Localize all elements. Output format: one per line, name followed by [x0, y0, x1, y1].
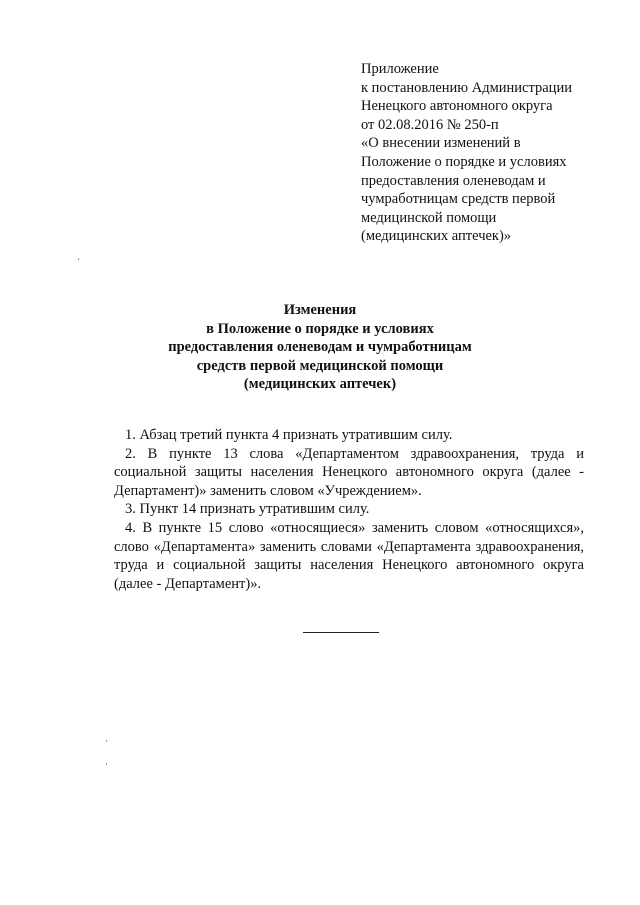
title-line: в Положение о порядке и условиях: [206, 320, 434, 337]
paragraph-item-4: 4. В пункте 15 слово «относящиеся» заменить словом «относящихся», слово «Департамента» заменить словами «Департамента здравоохранения, труда и социальной защиты населения Ненецкого автономного округа (далее - Департамент)».: [114, 519, 584, 592]
title-line: (медицинских аптечек): [243, 376, 397, 393]
paragraph-item-3: 3. Пункт 14 признать утратившим силу.: [125, 501, 370, 518]
paragraph-item-1: 1. Абзац третий пункта 4 признать утратившим силу.: [125, 427, 453, 443]
annex-line: «О внесении изменений в: [361, 135, 521, 152]
scan-speck: [106, 740, 107, 742]
annex-line: от 02.08.2016 № 250-п: [361, 116, 499, 133]
annex-line: Приложение: [361, 61, 439, 77]
title-line: Изменения: [283, 302, 357, 318]
scan-speck: [78, 258, 79, 260]
title-line: средств первой медицинской помощи: [196, 357, 444, 374]
separator-line: [303, 632, 379, 633]
annex-line: Ненецкого автономного округа: [361, 98, 553, 115]
annex-line: к постановлению Администрации: [361, 79, 572, 96]
annex-line: медицинской помощи: [361, 209, 497, 226]
scan-speck: [106, 763, 107, 765]
annex-line: чумработницам средств первой: [361, 191, 556, 208]
annex-header: [361, 60, 631, 246]
document-body: [114, 426, 584, 593]
document-title: [0, 301, 640, 394]
annex-line: Положение о порядке и условиях: [361, 153, 567, 170]
paragraph-item-2: 2. В пункте 13 слова «Департаментом здравоохранения, труда и социальной защиты населения Ненецкого автономного округа (далее - Департамент)» заменить словом «Учреждением».: [114, 445, 584, 499]
annex-line: (медицинских аптечек)»: [361, 228, 512, 245]
annex-line: предоставления оленеводам и: [361, 172, 546, 189]
title-line: предоставления оленеводам и чумработницам: [168, 339, 472, 356]
